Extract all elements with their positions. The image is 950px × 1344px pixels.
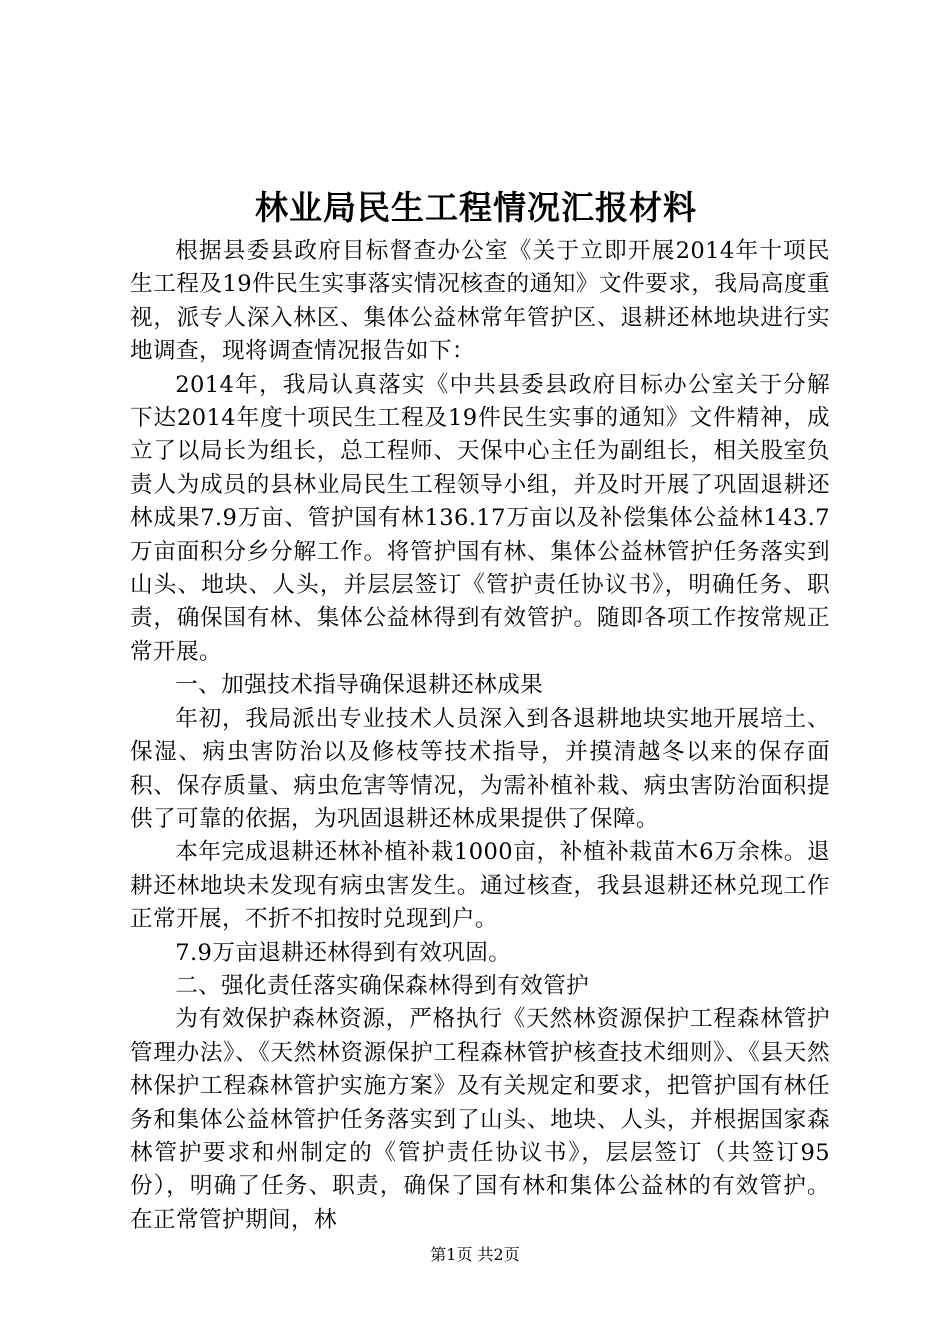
- paragraph-technical-guidance: 年初，我局派出专业技术人员深入到各退耕地块实地开展培土、保湿、病虫害防治以及修枝等技术指导，并摸清越冬以来的保存面积、保存质量、病虫危害等情况，为需补植补栽、病虫害防治面积提供了可靠的依据，为巩固退耕还林成果提供了保障。: [130, 705, 830, 832]
- section-heading-1: 一、加强技术指导确保退耕还林成果: [175, 672, 544, 699]
- document-title: 林业局民生工程情况汇报材料: [255, 188, 697, 227]
- page-footer: [0, 1244, 950, 1266]
- paragraph-intro: 根据县委县政府目标督查办公室《关于立即开展2014年十项民生工程及19件民生实事落实情况核查的通知》文件要求，我局高度重视，派专人深入林区、集体公益林常年管护区、退耕还林地块进行实地调查，现将调查情况报告如下：: [130, 238, 830, 365]
- paragraph-replanting: 本年完成退耕还林补植补栽1000亩，补植补栽苗木6万余株。退耕还林地块未发现有病虫害发生。通过核查，我县退耕还林兑现工作正常开展，不折不扣按时兑现到户。: [130, 839, 830, 933]
- paragraph-consolidation: 7.9万亩退耕还林得到有效巩固。: [175, 939, 512, 966]
- page-indicator: 第1页 共2页: [430, 1245, 520, 1264]
- paragraph-overview: 2014年，我局认真落实《中共县委县政府目标办公室关于分解下达2014年度十项民生工程及19件民生实事的通知》文件精神，成立了以局长为组长，总工程师、天保中心主任为副组长，相关股室负责人为成员的县林业局民生工程领导小组，并及时开展了巩固退耕还林成果7.9万亩、管护国有林136.17万亩以及补偿集体公益林143.7万亩面积分乡分解工作。将管护国有林、集体公益林管护任务落实到山头、地块、人头，并层层签订《管护责任协议书》，明确任务、职责，确保国有林、集体公益林得到有效管护。随即各项工作按常规正常开展。: [130, 371, 830, 665]
- paragraph-forest-protection: 为有效保护森林资源，严格执行《天然林资源保护工程森林管护管理办法》、《天然林资源保护工程森林管护核查技术细则》、《县天然林保护工程森林管护实施方案》及有关规定和要求，把管护国有林任务和集体公益林管护任务落实到了山头、地块、人头，并根据国家森林管护要求和州制定的《管护责任协议书》，层层签订（共签订95份），明确了任务、职责，确保了国有林和集体公益林的有效管护。在正常管护期间，林: [130, 1006, 830, 1233]
- section-heading-2: 二、强化责任落实确保森林得到有效管护: [175, 972, 590, 999]
- document-body: [130, 235, 830, 1237]
